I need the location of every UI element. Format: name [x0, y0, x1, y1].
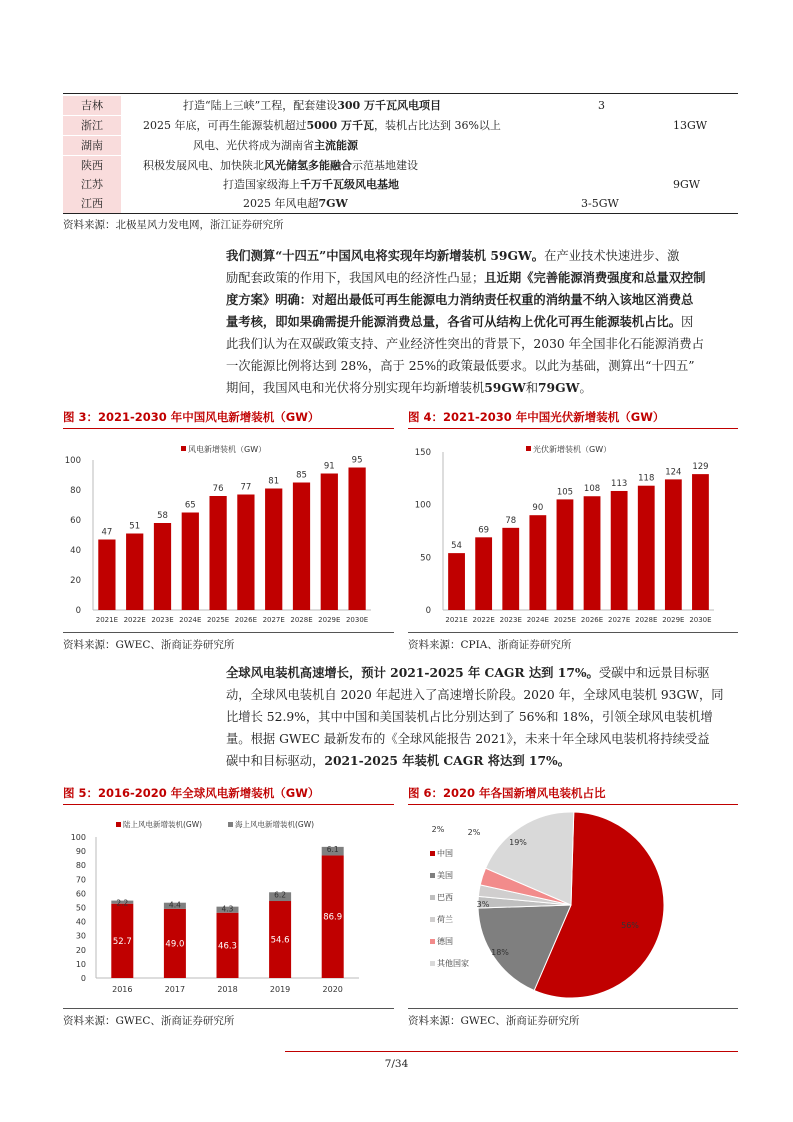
y-tick-label: 100: [64, 456, 81, 466]
p1-l6: 一次能源比例将达到 28%，高于 25%的政策最低要求。以此为基础，测算出“十四五”: [226, 359, 695, 373]
bar: [475, 537, 492, 610]
p2-l1: 受碳中和远景目标驱: [598, 666, 710, 680]
fig6-bottom-rule: [408, 1008, 738, 1009]
fig6-title-rule: [408, 804, 738, 805]
fig4-source: 资料来源：CPIA、浙商证券研究所: [408, 639, 572, 651]
plan-highlight: 千万千瓦级风电基地: [300, 178, 399, 191]
bar: [638, 486, 655, 610]
bar: [293, 483, 310, 611]
legend-label: 风电新增装机（GW）: [188, 445, 267, 454]
p2-l1-bold: 全球风电装机高速增长，预计 2021-2025 年 CAGR 达到 17%。: [226, 665, 599, 680]
fig6-chart: [408, 808, 738, 1008]
p1-l5: 此我们认为在双碳政策支持、产业经济性突出的背景下，2030 年全国非化石能源消费占: [226, 337, 704, 351]
plan-text: 积极发展风电、加快陕北: [143, 159, 264, 172]
onshore-label: 54.6: [270, 935, 290, 946]
fig5-title-rule: [63, 804, 394, 805]
legend-label: 中国: [437, 849, 453, 858]
p1-l4: 因: [681, 315, 694, 329]
data-label: 113: [611, 478, 628, 489]
data-label: 76: [212, 484, 224, 494]
bar: [611, 491, 628, 610]
table-cell-plan: [193, 136, 358, 155]
x-tick-label: 2029E: [662, 616, 685, 624]
y-tick-label: 0: [80, 974, 86, 983]
x-tick-label: 2019: [269, 985, 291, 994]
y-tick-label: 100: [70, 833, 86, 842]
x-tick-label: 2030E: [689, 616, 712, 624]
y-tick-label: 30: [75, 931, 86, 941]
legend-swatch: [430, 851, 435, 856]
x-tick-label: 2017: [164, 985, 186, 994]
data-label: 77: [240, 482, 252, 493]
x-tick-label: 2022E: [472, 616, 495, 624]
x-tick-label: 2026E: [234, 616, 258, 624]
fig6-source: 资料来源：GWEC、浙商证券研究所: [408, 1015, 580, 1027]
plan-highlight: 7GW: [318, 197, 348, 210]
p2-l4: 量。根据 GWEC 最新发布的《全球风能报告 2021》，未来十年全球风电装机将持续受益: [226, 732, 710, 746]
p1-l2: 励配套政策的作用下，我国风电的经济性凸显；: [226, 271, 485, 285]
y-tick-label: 40: [70, 546, 81, 556]
fig5-source: 资料来源：GWEC、浙商证券研究所: [63, 1015, 235, 1027]
slice-label: 56%: [621, 921, 639, 930]
y-tick-label: 80: [75, 861, 86, 871]
plan-text-tail: ，装机占比达到 36%以上: [373, 119, 501, 132]
y-tick-label: 20: [75, 945, 86, 955]
y-tick-label: 150: [414, 448, 431, 458]
table-top-rule: [63, 93, 738, 94]
data-label: 90: [532, 503, 544, 514]
table-cell-plan: [143, 156, 418, 175]
onshore-label: 49.0: [165, 939, 185, 950]
legend-swatch: [430, 939, 435, 944]
fig3-bottom-rule: [63, 632, 394, 633]
offshore-label: 4.4: [168, 900, 181, 910]
legend-swatch: [430, 873, 435, 878]
bar: [502, 528, 519, 610]
plan-text: 2025 年风电超: [243, 197, 319, 210]
footer-rule: [285, 1051, 738, 1052]
fig4-title: 图 4：2021-2030 年中国光伏新增装机（GW）: [408, 410, 665, 424]
bar: [448, 553, 465, 610]
legend-label: 其他国家: [437, 959, 469, 968]
bar: [98, 540, 115, 611]
table-bottom-rule: [63, 213, 738, 214]
p1-l7-end: 。: [579, 381, 592, 395]
legend-swatch: [430, 961, 435, 966]
x-tick-label: 2022E: [123, 616, 146, 624]
x-tick-label: 2020: [322, 985, 343, 994]
table-cell-province: 浙江: [63, 116, 121, 135]
x-tick-label: 2028E: [635, 616, 658, 624]
x-tick-label: 2021E: [445, 616, 468, 624]
data-label: 51: [129, 521, 141, 532]
data-label: 129: [692, 462, 709, 473]
p2-l3: 比增长 52.9%，其中中国和美国装机占比分别达到了 56%和 18%，引领全球风电装机增: [226, 710, 713, 724]
y-tick-label: 40: [75, 917, 86, 927]
p1-l4-bold: 量考核，即如果确需提升能源消费总量，各省可从结构上优化可再生能源装机占比。: [226, 314, 681, 329]
table-cell-target: 3: [598, 99, 605, 112]
p2-l5-bold: 2021-2025 年装机 CAGR 将达到 17%。: [324, 753, 570, 768]
x-tick-label: 2021E: [95, 616, 119, 624]
onshore-label: 46.3: [218, 941, 237, 952]
fig4-chart: [408, 432, 738, 632]
y-tick-label: 70: [75, 875, 86, 885]
p1-l1: 在产业技术快速进步、激: [544, 249, 680, 263]
slice-label: 19%: [509, 838, 527, 847]
table-source: 资料来源：北极星风力发电网，浙江证券研究所: [63, 219, 284, 231]
offshore-label: 6.1: [326, 844, 339, 854]
legend-label: 光伏新增装机（GW）: [533, 445, 612, 454]
y-tick-label: 80: [70, 486, 81, 496]
data-label: 54: [451, 541, 462, 552]
table-cell-province: 陕西: [63, 156, 121, 175]
data-label: 85: [296, 470, 307, 481]
legend-swatch: [526, 446, 531, 451]
p1-l2-bold: 且近期《完善能源消费强度和总量双控制: [484, 270, 706, 285]
x-tick-label: 2027E: [262, 616, 285, 624]
fig3-chart: [63, 432, 394, 632]
p1-l3: 度方案》明确：对超出最低可再生能源电力消纳责任权重的消纳量不纳入该地区消费总: [226, 292, 694, 307]
x-tick-label: 2027E: [608, 616, 631, 624]
bar: [529, 515, 546, 610]
slice-label: 2%: [431, 825, 445, 834]
data-label: 108: [583, 484, 601, 495]
page-number: 7/34: [384, 1058, 409, 1070]
bar: [182, 513, 199, 611]
x-tick-label: 2025E: [206, 616, 230, 624]
data-label: 91: [323, 461, 335, 472]
p2-l5: 碳中和目标驱动，: [226, 754, 325, 768]
p1-l7-and: 和: [525, 381, 538, 395]
x-tick-label: 2024E: [526, 616, 549, 624]
data-label: 65: [184, 500, 196, 511]
p1-l7-wind: 59GW: [484, 380, 526, 395]
fig5-bottom-rule: [63, 1008, 394, 1009]
bar: [321, 474, 338, 611]
table-cell-plan: [143, 116, 501, 135]
bar: [692, 474, 709, 610]
bar: [584, 496, 601, 610]
table-cell-plan: [183, 96, 441, 115]
legend-label-onshore: 陆上风电新增装机(GW): [123, 820, 203, 829]
x-tick-label: 2030E: [345, 616, 369, 624]
x-tick-label: 2018: [217, 985, 238, 994]
fig5-chart: [63, 808, 394, 1008]
bar: [154, 523, 171, 610]
data-label: 118: [638, 473, 655, 484]
table-row: [63, 175, 738, 194]
y-tick-label: 20: [70, 576, 81, 586]
fig5-title: 图 5：2016-2020 年全球风电新增装机（GW）: [63, 786, 320, 800]
x-tick-label: 2028E: [290, 616, 313, 624]
y-tick-label: 10: [75, 959, 86, 969]
x-tick-label: 2025E: [553, 616, 577, 624]
table-cell-province: 江西: [63, 194, 121, 213]
data-label: 78: [505, 515, 517, 526]
plan-highlight: 5000 万千瓦: [306, 119, 374, 132]
table-row: [63, 156, 738, 175]
table-row: [63, 116, 738, 135]
data-label: 105: [556, 487, 574, 498]
y-tick-label: 90: [75, 847, 86, 857]
bar: [557, 499, 574, 610]
y-tick-label: 0: [425, 606, 431, 616]
x-tick-label: 2023E: [499, 616, 522, 624]
table-cell-plan: [223, 175, 399, 194]
onshore-label: 86.9: [323, 912, 343, 923]
data-label: 47: [101, 527, 113, 538]
legend-swatch-onshore: [116, 822, 121, 827]
fig6-title: 图 6：2020 年各国新增风电装机占比: [408, 786, 606, 800]
bar: [209, 496, 226, 610]
table-row: [63, 96, 738, 115]
data-label: 95: [351, 455, 363, 466]
fig3-title-rule: [63, 428, 394, 429]
table-cell-target: 9GW: [673, 178, 701, 191]
offshore-label: 6.2: [274, 890, 287, 900]
slice-label: 3%: [476, 900, 490, 909]
y-tick-label: 50: [75, 903, 86, 913]
bar: [348, 468, 365, 611]
legend-swatch: [430, 895, 435, 900]
plan-text: 打造国家级海上: [223, 178, 300, 191]
plan-highlight: 300 万千瓦风电项目: [337, 99, 442, 112]
x-tick-label: 2026E: [580, 616, 604, 624]
table-cell-province: 江苏: [63, 175, 121, 194]
y-tick-label: 50: [420, 553, 431, 564]
table-row: [63, 136, 738, 155]
legend-label: 荷兰: [437, 915, 453, 924]
offshore-label: 4.3: [221, 904, 234, 914]
fig4-bottom-rule: [408, 632, 738, 633]
legend-label: 美国: [437, 871, 453, 880]
legend-swatch-offshore: [228, 822, 233, 827]
table-cell-target: 13GW: [673, 119, 708, 132]
bar: [665, 479, 682, 610]
y-tick-label: 100: [414, 500, 431, 511]
table-cell-target: 3-5GW: [581, 197, 619, 210]
slice-label: 18%: [491, 948, 509, 957]
fig3-title: 图 3：2021-2030 年中国风电新增装机（GW）: [63, 410, 320, 424]
plan-highlight: 主流能源: [314, 139, 358, 152]
p1-l1-bold: 我们测算“十四五”中国风电将实现年均新增装机 59GW。: [226, 248, 545, 263]
fig3-source: 资料来源：GWEC、浙商证券研究所: [63, 639, 235, 651]
legend-label-offshore: 海上风电新增装机(GW): [235, 820, 315, 829]
plan-text: 风电、光伏将成为湖南省: [193, 139, 314, 152]
data-label: 81: [268, 476, 280, 487]
slice-label: 2%: [467, 828, 481, 837]
offshore-label: 2.2: [116, 898, 129, 908]
x-tick-label: 2023E: [151, 616, 174, 624]
y-tick-label: 0: [75, 606, 81, 616]
table-cell-province: 湖南: [63, 136, 121, 155]
onshore-label: 52.7: [112, 936, 132, 947]
y-tick-label: 60: [75, 889, 86, 899]
data-label: 69: [478, 525, 490, 536]
legend-label: 德国: [437, 937, 453, 946]
bar: [126, 534, 143, 611]
legend-swatch: [430, 917, 435, 922]
p1-l7: 期间，我国风电和光伏将分别实现年均新增装机: [226, 381, 485, 395]
plan-highlight: 风光储氢多能融合: [264, 159, 352, 172]
bar: [237, 495, 254, 611]
fig4-title-rule: [408, 428, 738, 429]
p2-l2: 动，全球风电装机自 2020 年起进入了高速增长阶段。2020 年，全球风电装机 93GW，同: [226, 688, 724, 702]
plan-text-tail: 示范基地建设: [352, 159, 418, 172]
plan-text: 打造“陆上三峡”工程，配套建设: [183, 99, 338, 112]
table-cell-province: 吉林: [63, 96, 121, 115]
bar: [265, 489, 282, 611]
x-tick-label: 2024E: [179, 616, 202, 624]
legend-swatch: [181, 446, 186, 451]
data-label: 124: [665, 467, 682, 478]
x-tick-label: 2016: [112, 985, 133, 994]
data-label: 58: [157, 511, 168, 521]
y-tick-label: 60: [70, 516, 81, 526]
table-row: [63, 194, 738, 213]
p1-l7-pv: 79GW: [538, 380, 580, 395]
table-cell-plan: [243, 194, 348, 213]
x-tick-label: 2029E: [318, 616, 341, 624]
legend-label: 巴西: [437, 893, 453, 902]
plan-text: 2025 年底，可再生能源装机超过: [143, 119, 307, 132]
